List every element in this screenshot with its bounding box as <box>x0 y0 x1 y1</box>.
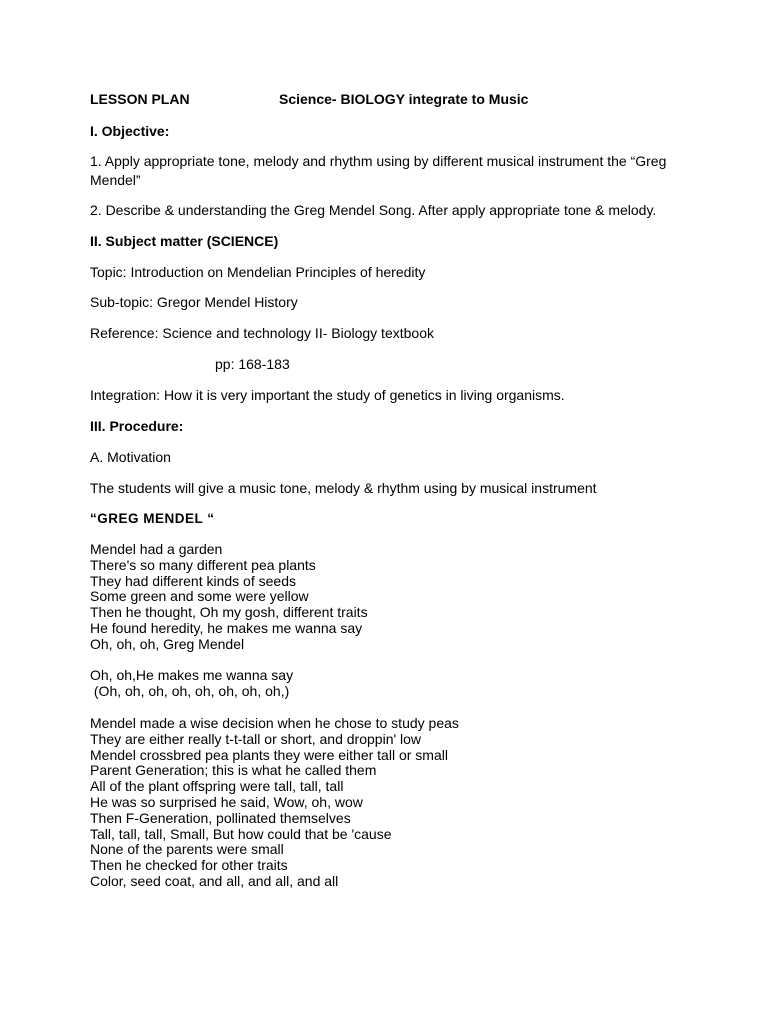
lyric-line: Then he checked for other traits <box>90 857 288 874</box>
procedure-heading: III. Procedure: <box>90 418 184 434</box>
lyric-line: He found heredity, he makes me wanna say <box>90 619 363 636</box>
lyric-line: Tall, tall, tall, Small, But how could that be 'cause <box>90 825 392 842</box>
document-page <box>90 0 720 1024</box>
lyric-line: He was so surprised he said, Wow, oh, wow <box>90 793 363 810</box>
lesson-plan-label: LESSON PLAN <box>90 91 190 107</box>
lesson-subject-title: Science- BIOLOGY integrate to Music <box>279 91 529 107</box>
subtopic-line: Sub-topic: Gregor Mendel History <box>90 294 298 310</box>
lyric-line: Oh, oh,He makes me wanna say <box>90 667 294 683</box>
pages-line: pp: 168-183 <box>215 356 290 372</box>
lyric-line: Then F-Generation, pollinated themselves <box>90 809 351 826</box>
song-title: “GREG MENDEL “ <box>90 511 215 526</box>
lyric-line: Color, seed coat, and all, and all, and all <box>90 872 339 889</box>
reference-line: Reference: Science and technology II- Biology textbook <box>90 325 434 341</box>
integration-line: Integration: How it is very important the study of genetics in living organisms. <box>90 387 565 403</box>
motivation-description: The students will give a music tone, melody & rhythm using by musical instrument <box>90 480 597 496</box>
lyric-line: Then he thought, Oh my gosh, different traits <box>90 604 368 621</box>
objective-item-2: 2. Describe & understanding the Greg Mendel Song. After apply appropriate tone & melody. <box>90 202 657 218</box>
lyric-line: Mendel made a wise decision when he chose to study peas <box>90 715 459 731</box>
lyric-line: There's so many different pea plants <box>90 556 316 573</box>
motivation-label: A. Motivation <box>90 449 171 465</box>
song-verse-2 <box>90 716 459 890</box>
lyric-line: Mendel had a garden <box>90 541 223 557</box>
objective-item-1: 1. Apply appropriate tone, melody and rhythm using by different musical instrument the “Greg Mendel” <box>90 153 667 188</box>
objective-heading: I. Objective: <box>90 123 170 139</box>
lyric-line: (Oh, oh, oh, oh, oh, oh, oh, oh,) <box>90 682 290 699</box>
song-verse-1 <box>90 542 368 653</box>
lyric-line: They had different kinds of seeds <box>90 572 296 589</box>
lyric-line: They are either really t-t-tall or short, and droppin' low <box>90 730 422 747</box>
lyric-line: All of the plant offspring were tall, tall, tall <box>90 778 344 795</box>
lyric-line: Some green and some were yellow <box>90 588 309 605</box>
lyric-line: Parent Generation; this is what he called them <box>90 762 377 779</box>
song-chorus <box>90 668 293 700</box>
lyric-line: Mendel crossbred pea plants they were either tall or small <box>90 746 448 763</box>
subject-matter-heading: II. Subject matter (SCIENCE) <box>90 233 279 249</box>
lyric-line: Oh, oh, oh, Greg Mendel <box>90 635 245 652</box>
topic-line: Topic: Introduction on Mendelian Principles of heredity <box>90 264 426 280</box>
lyric-line: None of the parents were small <box>90 841 284 858</box>
